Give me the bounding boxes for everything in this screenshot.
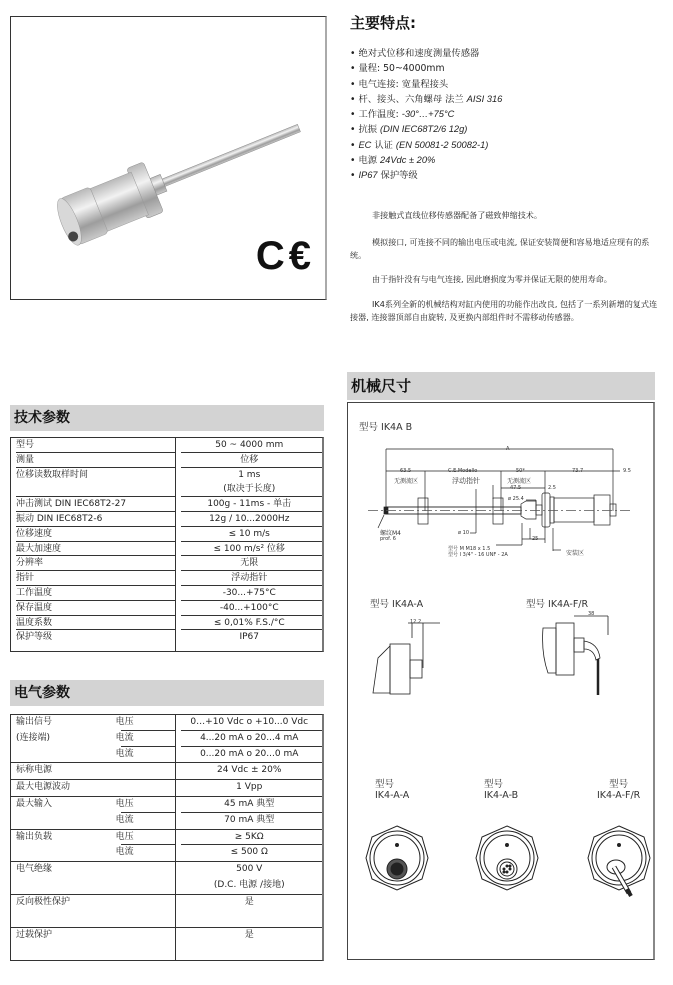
side-view-a — [368, 618, 488, 698]
table-row: 最大加速度 ≤ 100 m/s² 位移 — [11, 542, 322, 557]
table-row: 位移速度 ≤ 10 m/s — [11, 527, 322, 542]
table-row: 指针 浮动指针 — [11, 571, 322, 586]
feature-item: • 电源 24Vdc ± 20% — [350, 153, 502, 168]
table-row: 最大输入 电压 45 mA 典型 — [11, 797, 322, 813]
feature-item: • 抗振 (DIN IEC68T2/6 12g) — [350, 122, 502, 137]
side-view-fr — [538, 613, 638, 703]
sensor-rod — [158, 124, 300, 188]
features-list — [350, 46, 502, 184]
table-row: 输出信号 电压 0…+10 Vdc o +10...0 Vdc — [11, 715, 322, 731]
description-paragraph: 非接触式直线位移传感器配备了磁致伸缩技术。 — [372, 210, 542, 220]
feature-item: • EC 认证 (EN 50081-2 50082-1) — [350, 138, 502, 153]
connector-label-fr: 型号 IK4-A-F/R — [597, 779, 641, 801]
connector-label-b: 型号 IK4-A-B — [484, 779, 519, 801]
table-row: 温度系数 ≤ 0,01% F.S./°C — [11, 616, 322, 631]
model-fr-label: 型号 IK4A-F/R — [526, 599, 589, 610]
connector-view-a — [362, 823, 432, 893]
table-row: 位移读数取样时间 1 ms (取决于长度) — [11, 468, 322, 498]
feature-item: • 电气连接: 宽量程接头 — [350, 77, 502, 92]
table-row: 电流 ≤ 500 Ω — [11, 845, 322, 862]
model-a-label: 型号 IK4A-A — [370, 599, 424, 610]
table-row: 过载保护 是 — [11, 928, 322, 960]
table-row: 电流 0...20 mA o 20...0 mA — [11, 747, 322, 764]
dimension-drawing — [348, 433, 653, 563]
table-row: 振动 DIN IEC68T2-6 12g / 10...2000Hz — [11, 512, 322, 527]
table-row: 电流 70 mA 典型 — [11, 813, 322, 830]
connector-label-a: 型号 IK4-A-A — [375, 779, 410, 801]
connector-view-b — [472, 823, 542, 893]
ce-mark-logo: C€ — [255, 234, 315, 278]
table-row: 工作温度 -30...+75°C — [11, 586, 322, 601]
connector-view-fr — [584, 823, 654, 903]
elec-params-title: 电气参数 — [10, 680, 324, 706]
table-row: (连接端) 电流 4...20 mA o 20...4 mA — [11, 731, 322, 747]
product-photo-frame — [10, 16, 327, 300]
mechanical-drawing-panel: 型号 IK4A B A 63.5 C.E.Modello 50* 73.7 9.5 无测流区 无测流区 浮动指针 47.5 2.5 ø 25.4 ø 10 25 螺纹M4 prof. 6 型号 M M18 x 1.5 型号 I 3/4" - 16 UNF - 2A 安装区 型号 IK4A-A 型号 IK4A-F/R 12.2 38 型号 IK4-A-A 型号 IK4-A-B 型号 IK4-A-F/R — [347, 402, 655, 960]
table-row: 型号 50 ~ 4000 mm — [11, 438, 322, 453]
feature-item: • 绝对式位移和速度测量传感器 — [350, 46, 502, 61]
elec-params-table — [10, 714, 324, 961]
tech-params-title: 技术参数 — [10, 405, 324, 431]
description-paragraph: 由于指针没有与电气连接, 因此磨损度为零并保证无限的使用寿命。 — [372, 274, 612, 284]
main-model-label: 型号 IK4A B — [359, 422, 413, 433]
feature-item: • 杆、接头、六角螺母 法兰 AISI 316 — [350, 92, 502, 107]
table-row: 测量 位移 — [11, 453, 322, 468]
table-row: 保存温度 -40...+100°C — [11, 601, 322, 616]
description-paragraph: IK4系列全新的机械结构对缸内使用的功能作出改良, 包括了一系列新增的复式连接器, 连接器顶部自由旋转, 及更换内部组件时不需移动传感器。 — [350, 299, 658, 322]
feature-item: • 工作温度: -30°…+75°C — [350, 107, 502, 122]
table-row: 冲击测试 DIN IEC68T2-27 100g - 11ms - 单击 — [11, 497, 322, 512]
tech-params-table — [10, 437, 324, 652]
table-row: 反向极性保护 是 — [11, 895, 322, 928]
table-row: 保护等级 IP67 — [11, 630, 322, 651]
table-row: 最大电源波动 1 Vpp — [11, 780, 322, 797]
feature-item: • 量程: 50~4000mm — [350, 61, 502, 76]
description-paragraph: 模拟接口, 可连接不同的输出电压或电流, 保证安装简便和容易地适应现有的系统。 — [350, 237, 650, 260]
mechanical-title: 机械尺寸 — [347, 372, 655, 400]
table-row: 分辨率 无限 — [11, 556, 322, 571]
table-row: 标称电源 24 Vdc ± 20% — [11, 763, 322, 780]
features-title: 主要特点: — [350, 14, 416, 32]
feature-item: • IP67 保护等级 — [350, 168, 502, 183]
table-row: 电气绝缘 500 V (D.C. 电源 /接地) — [11, 862, 322, 895]
table-row: 输出负载 电压 ≥ 5KΩ — [11, 830, 322, 846]
